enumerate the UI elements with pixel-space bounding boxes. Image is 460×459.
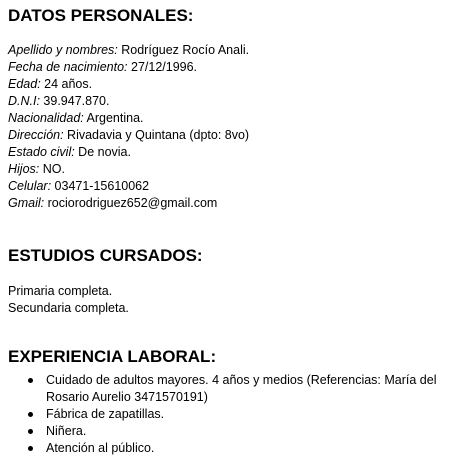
field-value: rociorodriguez652@gmail.com [44,196,218,210]
experience-item [0,440,460,457]
field-label: Fecha de nacimiento: [8,60,128,74]
field-value: De novia. [74,145,131,159]
experience-item-text: Atención al público. [46,441,155,455]
field-label: Nacionalidad: [8,111,84,125]
field-age [8,76,92,92]
experience-item [0,423,460,440]
field-value: 24 años. [40,77,93,91]
field-label: Dirección: [8,128,64,142]
field-value: NO. [39,162,65,176]
studies-heading: ESTUDIOS CURSADOS: [8,246,203,265]
field-address [8,127,249,143]
field-value: Rodríguez Rocío Anali. [117,43,250,57]
field-value: 27/12/1996. [127,60,198,74]
field-full-name [8,42,249,58]
experience-item [0,406,460,423]
field-label: Apellido y nombres: [8,43,118,57]
field-dni [8,93,109,109]
field-value: 39.947.870. [39,94,110,108]
experience-item [0,372,460,406]
study-item: Secundaria completa. [8,301,129,315]
bullet-icon [28,412,33,417]
field-label: Edad: [8,77,41,91]
bullet-icon [28,378,33,383]
field-email [8,195,217,211]
experience-heading: EXPERIENCIA LABORAL: [8,347,217,366]
field-label: Hijos: [8,162,40,176]
experience-item-text: Fábrica de zapatillas. [46,407,165,421]
study-item: Primaria completa. [8,284,113,298]
field-label: D.N.I: [8,94,40,108]
experience-item-text: Cuidado de adultos mayores. 4 años y medios (Referencias: María del Rosario Aurelio 3471570191) [46,373,437,404]
field-value: Argentina. [83,111,144,125]
field-birth-date [8,59,197,75]
field-value: Rivadavia y Quintana (dpto: 8vo) [63,128,250,142]
experience-list [0,372,460,457]
bullet-icon [28,429,33,434]
personal-data-heading: DATOS PERSONALES: [8,6,194,25]
field-marital-status [8,144,131,160]
field-nationality [8,110,144,126]
field-label: Estado civil: [8,145,75,159]
field-value: 03471-15610062 [51,179,150,193]
field-children [8,161,65,177]
field-label: Celular: [8,179,52,193]
field-label: Gmail: [8,196,45,210]
bullet-icon [28,446,33,451]
experience-item-text: Niñera. [46,424,87,438]
field-phone [8,178,149,194]
